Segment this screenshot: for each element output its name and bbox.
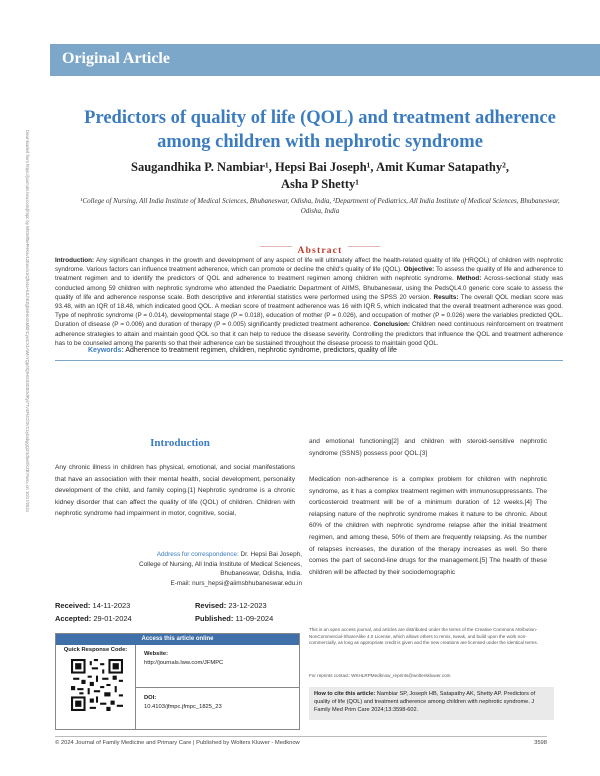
page-number: 3598: [534, 740, 547, 746]
published-label: Published:: [195, 614, 234, 623]
access-header: Access this article online: [56, 634, 299, 645]
citation-box: [309, 687, 554, 720]
keywords-label: Keywords:: [88, 347, 124, 354]
author-line-1: Saugandhika P. Nambiar¹, Hepsi Bai Joseph¹, Amit Kumar Satapathy²,: [131, 160, 509, 174]
keywords-text: Adherence to treatment regimen, children, nephrotic syndrome, predictors, quality of life: [125, 347, 397, 354]
keywords-divider: [55, 360, 563, 361]
accepted-label: Accepted:: [55, 614, 92, 623]
published-date: 11-09-2024: [235, 614, 274, 623]
author-line-2: Asha P Shetty¹: [280, 177, 360, 191]
license-notice: This is an open access journal, and articles are distributed under the terms of the Creative Commons Attribution-NonCommercial-ShareAlike 4.0 License, which allows others to remix, tweak, and build upon the work non-commercially, as long as appropriate credit is given and the new creations are licensed under the identical terms.: [309, 627, 538, 645]
correspondence-line3: Bhubaneswar, Odisha, India.: [220, 570, 302, 577]
page-footer: [55, 736, 547, 750]
author-list: [60, 159, 580, 193]
download-text: Downloaded from https://journals.lww.com/jfmpc by BhDMf5ePHKav1zEoum1tQfN4a+kJLhEZgbsIHo4XMi0hCywCX1AWnYQp/IlQrHD3i3D0OdRyi7TvSFl4Cf3VC1y0abggQZXdtwnfKZBYtws= on 10/17/2024: [25, 130, 30, 513]
abstract-intro-label: Introduction:: [55, 257, 95, 264]
qr-code-icon[interactable]: [71, 659, 123, 711]
revised-label: Revised:: [195, 601, 227, 610]
revised-date: 23-12-2023: [228, 601, 267, 610]
citation-label: How to cite this article:: [314, 691, 376, 697]
correspondence-label: Address for correspondence:: [156, 551, 239, 558]
access-online-box: [55, 633, 300, 730]
introduction-right-column: Medication non-adherence is a complex problem for children with nephrotic syndrome, as it has a complex treatment regimen with immunosuppressants. The corticosteroid treatment will be of a minimum duration of 12 weeks.[4] The relapsing nature of the nephrotic syndrome makes it nature to be chronic. About 60% of the children with nephrotic syndrome relapse after the initial treatment regimen, and among these, 50% of them are frequently relapsing. As the number of relapses increases, the duration of the therapy increases as well. So there comes the part of second-line drugs for the management.[5] The health of these children will be affected by their sociodemographic: [309, 476, 547, 576]
affiliations: ¹College of Nursing, All India Institute of Medical Sciences, Bhubaneswar, Odisha, India, ²Department of Pediatrics, All India Institute of Medical Sciences, Bhubaneswar, Odisha, India: [80, 197, 560, 215]
abstract-body: [55, 256, 563, 348]
qr-label: Quick Response Code:: [63, 647, 128, 653]
correspondence-name: Dr. Hepsi Bai Joseph,: [238, 551, 302, 558]
abstract-objective-text: To assess the quality of life and adherence to treatment regimen and to identify the predictors of QOL and adherence to treatment regimen among children with nephrotic syndrome.: [55, 266, 563, 283]
abstract-intro-text: Any significant changes in the growth and development of any aspect of life will ultimately affect the health-related quality of life (HRQOL) of children with nephrotic syndrome. Various factors can influence treatment adherence, which can promote or decline the child's quality of life (QOL).: [55, 257, 563, 274]
abstract-conclusion-label: Conclusion:: [373, 321, 410, 329]
received-date: 14-11-2023: [92, 601, 131, 610]
article-dates: [55, 600, 305, 626]
received-label: Received:: [55, 601, 91, 610]
website-link[interactable]: http://journals.lww.com/JFMPC: [144, 660, 224, 666]
correspondence-line2: College of Nursing, All India Institute of Medical Sciences,: [138, 560, 302, 568]
introduction-right-top: and emotional functioning[2] and children with steroid-sensitive nephrotic syndrome (SSNS) possess poor QOL.[3]: [309, 438, 547, 457]
abstract-conclusion-text: Children need continuous reinforcement on treatment adherence strategies to attain and maintain good QOL so that it can help to reduce the disease severity. Controlling the predictors that influence the QOL and treatment adherence has to be counseled among the parents so that their adherence can be sustained throughout the disease process to maintain good QOL.: [55, 321, 564, 347]
accepted-date: 29-01-2024: [93, 614, 132, 623]
doi-label: DOI:: [144, 695, 157, 701]
website-panel: [136, 645, 299, 688]
introduction-heading: Introduction: [150, 437, 210, 449]
download-watermark: [14, 130, 34, 570]
website-label: Website:: [144, 651, 169, 657]
correspondence-block: [100, 550, 302, 588]
article-title: Predictors of quality of life (QOL) and treatment adherence among children with nephrotic syndrome: [84, 108, 556, 152]
footer-copyright: © 2024 Journal of Family Medicine and Primary Care | Published by Wolters Kluwer - Medknow: [55, 740, 300, 746]
abstract-heading-text: Abstract: [292, 246, 349, 256]
doi-panel: [136, 689, 299, 730]
abstract-method-label: Method:: [456, 275, 482, 283]
correspondence-email[interactable]: E-mail: nurs_hepsi@aiimsbhubaneswar.edu.in: [170, 579, 302, 587]
doi-link[interactable]: 10.4103/jfmpc.jfmpc_1825_23: [144, 704, 222, 710]
abstract-results-label: Results:: [433, 293, 459, 301]
abstract-method-text: Across-sectional study was conducted among 59 children with nephrotic syndrome who attended the Paediatric Department of AIIMS, Bhubaneswar, using the PedsQL4.0 generic core scale to assess the quality of life and adherence response scale. Both descriptive and inferential statistics were performed using the SPSS 20 version.: [55, 275, 563, 301]
abstract-objective-label: Objective:: [403, 266, 435, 274]
citation-text: Nambiar SP, Joseph HB, Satapathy AK, Shetty AP. Predictors of quality of life (QOL) and treatment adherence among children with nephrotic syndrome. J Family Med Prim Care 2024;13:3598-602.: [314, 691, 536, 713]
introduction-left-column: Any chronic illness in children has physical, emotional, and social manifestations that have an association with their mental health, social development, personality development of the child, and family coping.[1] Nephrotic syndrome is a chronic kidney disorder that can affect the quality of life (QOL) of children. Children with nephrotic syndrome had impairment in motor, cognitive, social,: [55, 464, 295, 518]
article-type-banner: [50, 44, 600, 76]
reprints-contact: For reprints contact: WKHLRPMedknow_reprints@wolterskluwer.com: [309, 673, 451, 678]
abstract-results-text: The overall QOL median score was 93.48, with an IQR of 18.48, which indicated good QOL. A median score of treatment adherence was 16 with IQR 5, which indicated that the overall treatment adherence was good. Type of nephrotic syndrome (P = 0.014), developmental stage (P = 0.018), education of mother (P = 0.026), and occupation of mother (P = 0.026) were the variables predicted QOL. Duration of disease (P = 0.006) and duration of therapy (P = 0.005) significantly predicted treatment adherence.: [55, 293, 563, 329]
keywords: [88, 346, 578, 355]
qr-panel: [56, 645, 136, 730]
article-type-label: Original Article: [62, 50, 170, 67]
